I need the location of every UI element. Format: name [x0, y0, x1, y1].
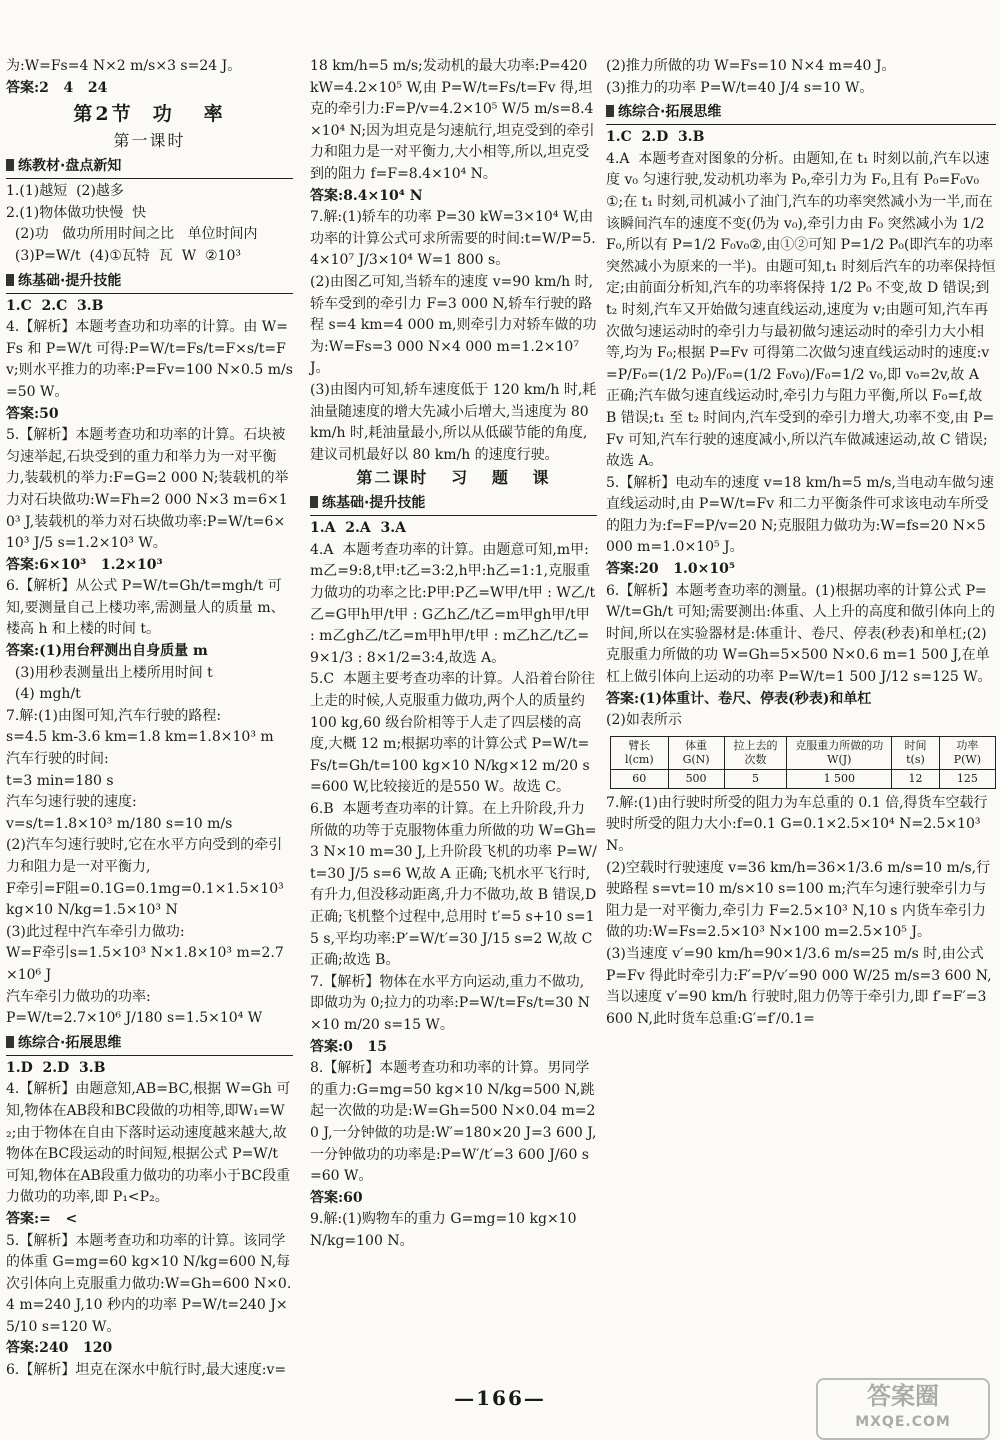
text-line: 6.B 本题考查功率的计算。在上升阶段,升力所做的功等于克服物体重力所做的功 W=Gh=3 N×10 m=30 J,上升阶段飞机的功率 P=W/t=30 J/5 s=6 W,故 A 正确;飞机水平飞行时,有升力,但没移动距离,升力不做功,故 B 错误,D 正确;飞机整个过程中,总用时 t′=5 s+10 s=15 s,平均功率:P′=W/t′=30 J/15 s=2 W,故 C 正确;故选 B。	[310, 801, 601, 969]
text-line: 5.【解析】本题考查功和功率的计算。石块被匀速举起,石块受到的重力和举力为一对平衡力,装载机的举力:F=G=2 000 N;装载机的举力对石块做功:W=Fh=2 000 N×3 m=6×10³ J,装载机的举力对石块做功率:P=W/t=6×10³ J/5 s=1.2×10³ W。	[6, 427, 289, 552]
text-line: 第二课时 习 题 课	[356, 468, 551, 488]
text-line: 答案:6×10³ 1.2×10³	[6, 556, 163, 573]
text-line: 5.【解析】电动车的速度 v=18 km/h=5 m/s,当电动车做匀速直线运动时,由 P=W/t=Fv 和二力平衡条件可求该电动车所受的阻力为:f=F=P/v=20 N;克服阻力做功为:W=fs=20 N×5 000 m=1.0×10⁵ J。	[606, 474, 994, 556]
section-heading: 练综合·拓展思维	[606, 101, 996, 125]
text-line: F牵引=F阻=0.1G=0.1mg=0.1×1.5×10³ kg×10 N/kg=1.5×10³ N	[6, 880, 289, 919]
text-line: 第一课时	[113, 131, 186, 151]
text-line: 答案:= <	[6, 1210, 78, 1227]
text-line: 汽车匀速行驶的速度:	[6, 794, 137, 811]
section-marker-icon	[6, 274, 14, 286]
text-line: 答案:50	[6, 405, 59, 422]
text-line: 答案:0 15	[310, 1038, 388, 1055]
column-right	[606, 56, 996, 1030]
section-heading: 练综合·拓展思维	[6, 1032, 293, 1056]
text-line: 7.【解析】物体在水平方向运动,重力不做功,即做功为 0;拉力的功率:P=W/t=Fs/t=30 N×10 m/20 s=15 W。	[310, 973, 590, 1033]
text-line: (2)如表所示	[606, 712, 682, 729]
text-line: 4.A 本题考查对图象的分析。由题知,在 t₁ 时刻以前,汽车以速度 v₀ 匀速行驶,发动机功率为 P₀,牵引力为 F₀,且有 P₀=F₀v₀①;在 t₁ 时刻,司机减小了油门,汽车的功率突然减小为一半,而在该瞬间汽车的速度不变(仍为 v₀),牵引力由 F₀ 突然减小为 1/2 F₀,所以有 P=1/2 F₀v₀②,由①②可知 P=1/2 P₀(即汽车的功率突然减小为原来的一半)。由题可知,t₁ 时刻后汽车的功率保持恒定;由前面分析知,汽车的功率将保持 1/2 P₀ 不变,故 D 错误;到 t₂ 时刻,汽车又开始做匀速直线运动,速度为 v;由题可知,汽车再次做匀速运动时的牵引力与最初做匀速运动时的牵引力大小相等,均为 F₀;根据 P=Fv 可得第二次做匀速直线运动时的速度:v=P/F₀=(1/2 P₀)/F₀=(1/2 F₀v₀)/F₀=1/2 v₀,即 v₀=2v,故 A 正确;汽车做匀速直线运动时,牵引力与阻力平衡,所以 F₀=f,故 B 错误;t₁ 至 t₂ 时间内,汽车受到的牵引力增大,功率不变,由 P=Fv 可知,汽车行驶的速度减小,所以汽车做减速运动,故 C 错误;故选 A。	[606, 150, 996, 470]
text-line: 8.【解析】本题考查功和功率的计算。男同学的重力:G=mg=50 kg×10 N/kg=500 N,跳起一次做的功是:W=Gh=500 N×0.04 m=20 J,一分钟做的功是:W′=180×20 J=3 600 J,一分钟做功的功率是:P=W′/t′=3 600 J/60 s=60 W。	[310, 1060, 597, 1185]
table-row	[611, 769, 996, 788]
section-marker-icon	[606, 105, 614, 117]
watermark-line2: MXQE.COM	[855, 1414, 951, 1430]
section-marker-icon	[6, 159, 14, 171]
text-line: 4.A 本题考查功率的计算。由题意可知,m甲:m乙=9:8,t甲:t乙=3:2,h甲:h乙=1:1,克服重力做功的功率之比:P甲:P乙=W甲/t甲 : W乙/t乙=G甲h甲/t甲 : G乙h乙/t乙=m甲gh甲/t甲 : m乙gh乙/t乙=m甲h甲/t甲 : m乙h乙/t乙=9×1/3 : 8×1/2=3:4,故选 A。	[310, 541, 596, 666]
text-line: 1.D 2.D 3.B	[6, 1059, 106, 1076]
text-line: P=W/t=2.7×10⁶ J/180 s=1.5×10⁴ W	[6, 1010, 263, 1027]
text-line: 5.C 本题主要考查功率的计算。人沿着台阶往上走的时候,人克服重力做功,两个人的质量约 100 kg,60 级台阶相等于人走了四层楼的高度,大概 12 m;根据功率的计算公式 P=W/t=Fs/t=Gh/t=100 kg×10 N/kg×12 m/20 s=600 W,比较接近的是550 W。故选 C。	[310, 671, 595, 796]
table-cell: 12	[892, 769, 940, 788]
text-line: 1.C 2.C 3.B	[6, 297, 104, 314]
text-line: (3)推力的功率 P=W/t=40 J/4 s=10 W。	[606, 79, 874, 96]
table-cell: 60	[611, 769, 669, 788]
text-line: 答案:240 120	[6, 1340, 113, 1357]
text-line: 7.解:(1)由行驶时所受的阻力为车总重的 0.1 倍,得货车空载行驶时所受的阻力大小:f=0.1 G=0.1×2.5×10⁴ N=2.5×10³ N。	[606, 794, 988, 854]
text-line: (3)P=W/t (4)①瓦特 瓦 W ②10³	[6, 247, 241, 264]
section-marker-icon	[6, 1036, 14, 1048]
text-line: (3)用秒表测量出上楼所用时间 t	[6, 664, 213, 681]
table-cell: 1 500	[787, 769, 892, 788]
column-left	[6, 56, 293, 1382]
text-line: s=4.5 km-3.6 km=1.8 km=1.8×10³ m	[6, 729, 274, 746]
text-line: 2.(1)物体做功快慢 快	[6, 204, 147, 221]
table-header-cell: 臂长 l(cm)	[611, 736, 669, 769]
text-line: 18 km/h=5 m/s;发动机的最大功率:P=420 kW=4.2×10⁵ W,由 P=W/t=Fs/t=Fv 得,坦克的牵引力:F=P/v=4.2×10⁵ W/5 m/s=8.4×10⁴ N;因为坦克是匀速航行,坦克受到的牵引力和阻力是一对平衡力,大小相等,所以,坦克受到的阻力 f=F=8.4×10⁴ N。	[310, 58, 595, 182]
text-line: 答案:8.4×10⁴ N	[310, 187, 423, 204]
watermark-line1: 答案圈	[867, 1382, 939, 1410]
text-line: (3)此过程中汽车牵引力做功:	[6, 923, 185, 940]
text-line: (2)功 做功所用时间之比 单位时间内	[6, 226, 258, 243]
text-line: 1.A 2.A 3.A	[310, 520, 406, 537]
text-line: (4) mgh/t	[6, 686, 81, 703]
text-line: 5.【解析】本题考查功和功率的计算。该同学的体重 G=mg=60 kg×10 N/kg=600 N,每次引体向上克服重力做功:W=Gh=600 N×0.4 m=240 J,10 秒内的功率 P=W/t=240 J×5/10 s=120 W。	[6, 1232, 292, 1335]
text-line: (3)由图内可知,轿车速度低于 120 km/h 时,耗油量随速度的增大先减小后增大,当速度为 80 km/h 时,耗油量最小,所以从低碳节能的角度,建议司机最好以 80 km/h 的速度行驶。	[310, 381, 597, 463]
column-right-lower	[606, 793, 996, 1031]
column-right-upper	[606, 56, 996, 732]
text-line: (2)由图乙可知,当轿车的速度 v=90 km/h 时,轿车受到的牵引力 F=3 000 N,轿车行驶的路程 s=4 km=4 000 m,则牵引力对轿车做的功为:W=Fs=3 000 N×4 000 m=1.2×10⁷ J。	[310, 273, 597, 377]
column-middle	[310, 56, 601, 1252]
text-line: (3)当速度 v′=90 km/h=90×1/3.6 m/s=25 m/s 时,由公式 P=Fv 得此时牵引力:F′=P/v′=90 000 W/25 m/s=3 600 N,当以速度 v′=90 km/h 行驶时,阻力仍等于牵引力,即 f′=F′=3 600 N,此时货车总重:G′=f′/0.1=	[606, 945, 992, 1027]
section-heading: 练教材·盘点新知	[6, 155, 293, 179]
table-header-cell: 克服重力所做的功 W(J)	[787, 736, 892, 769]
section-heading: 练基础·提升技能	[6, 270, 293, 294]
text-line: 答案:(1)用台秤测出自身质量 m	[6, 643, 208, 660]
text-line: (2)推力所做的功 W=Fs=10 N×4 m=40 J。	[606, 58, 896, 74]
text-line: 为:W=Fs=4 N×2 m/s×3 s=24 J。	[6, 58, 242, 74]
page-number: —166—	[454, 1386, 546, 1410]
text-line: 答案:20 1.0×10⁵	[606, 561, 735, 578]
table-header-cell: 体重 G(N)	[668, 736, 724, 769]
table-header-row	[611, 736, 996, 769]
section-marker-icon	[310, 496, 318, 508]
table-cell: 5	[724, 769, 787, 788]
table-header-cell: 时间 t(s)	[892, 736, 940, 769]
table-header-cell: 功率 P(W)	[939, 736, 995, 769]
text-line: 7.解:(1)轿车的功率 P=30 kW=3×10⁴ W,由功率的计算公式可求所需要的时间:t=W/P=5.4×10⁷ J/3×10⁴ W=1 800 s。	[310, 209, 596, 269]
text-line: 答案:(1)体重计、卷尺、停表(秒表)和单杠	[606, 690, 872, 707]
watermark-logo	[816, 1378, 990, 1440]
table-cell: 500	[668, 769, 724, 788]
text-line: 1.(1)越短 (2)越多	[6, 183, 124, 200]
text-line: (2)汽车匀速行驶时,它在水平方向受到的牵引力和阻力是一对平衡力,	[6, 837, 283, 875]
text-line: 汽车行驶的时间:	[6, 751, 109, 768]
text-line: 7.解:(1)由图可知,汽车行驶的路程:	[6, 707, 222, 724]
power-measurement-table	[610, 736, 996, 789]
text-line: 答案:2 4 24	[6, 79, 108, 96]
text-line: 6.【解析】坦克在深水中航行时,最大速度:v=	[6, 1362, 287, 1379]
text-line: 6.【解析】本题考查功率的测量。(1)根据功率的计算公式 P=W/t=Gh/t 可知;需要测出:体重、人上升的高度和做引体向上的时间,所以在实验器材是:体重计、卷尺、停表(秒表)和单杠;(2)克服重力所做的功 W=Gh=5×500 N×0.6 m=1 500 J,在单杠上做引体向上运动的功率 P=W/t=1 500 J/12 s=125 W。	[606, 582, 995, 686]
section-heading: 练基础·提升技能	[310, 492, 597, 516]
text-line: v=s/t=1.8×10³ m/180 s=10 m/s	[6, 815, 233, 832]
text-line: 6.【解析】从公式 P=W/t=Gh/t=mgh/t 可知,要测量自己上楼功率,需测量人的质量 m、楼高 h 和上楼的时间 t。	[6, 578, 285, 638]
text-line: 9.解:(1)购物车的重力 G=mg=10 kg×10 N/kg=100 N。	[310, 1211, 581, 1249]
text-line: t=3 min=180 s	[6, 772, 114, 789]
text-line: 答案:60	[310, 1189, 363, 1206]
table-header-cell: 拉上去的次数	[724, 736, 787, 769]
table-cell: 125	[939, 769, 995, 788]
text-line: 第2节 功 率	[73, 103, 226, 126]
text-line: (2)空载时行驶速度 v=36 km/h=36×1/3.6 m/s=10 m/s,行驶路程 s=vt=10 m/s×10 s=100 m;汽车匀速行驶牵引力与阻力是一对平衡力,牵引力 F=2.5×10³ N,10 s 内货车牵引力做的功:W=Fs=2.5×10³ N×100 m=2.5×10⁵ J。	[606, 859, 991, 941]
text-line: 汽车牵引力做功的功率:	[6, 988, 151, 1005]
text-line: W=F牵引s=1.5×10³ N×1.8×10³ m=2.7×10⁶ J	[6, 945, 284, 983]
text-line: 4.【解析】由题意知,AB=BC,根据 W=Gh 可知,物体在AB段和BC段做的功相等,即W₁=W₂;由于物体在自由下落时运动速度越来越大,故物体在BC段运动的时间短,根据公式 P=W/t 可知,物体在AB段重力做功的功率小于BC段重力做功的功率,即 P₁<P₂。	[6, 1081, 291, 1206]
text-line: 1.C 2.D 3.B	[606, 129, 705, 146]
text-line: 4.【解析】本题考查功和功率的计算。由 W=Fs 和 P=W/t 可得:P=W/t=Fs/t=F×s/t=Fv;则水平推力的功率:P=Fv=100 N×0.5 m/s=50 W。	[6, 319, 293, 400]
